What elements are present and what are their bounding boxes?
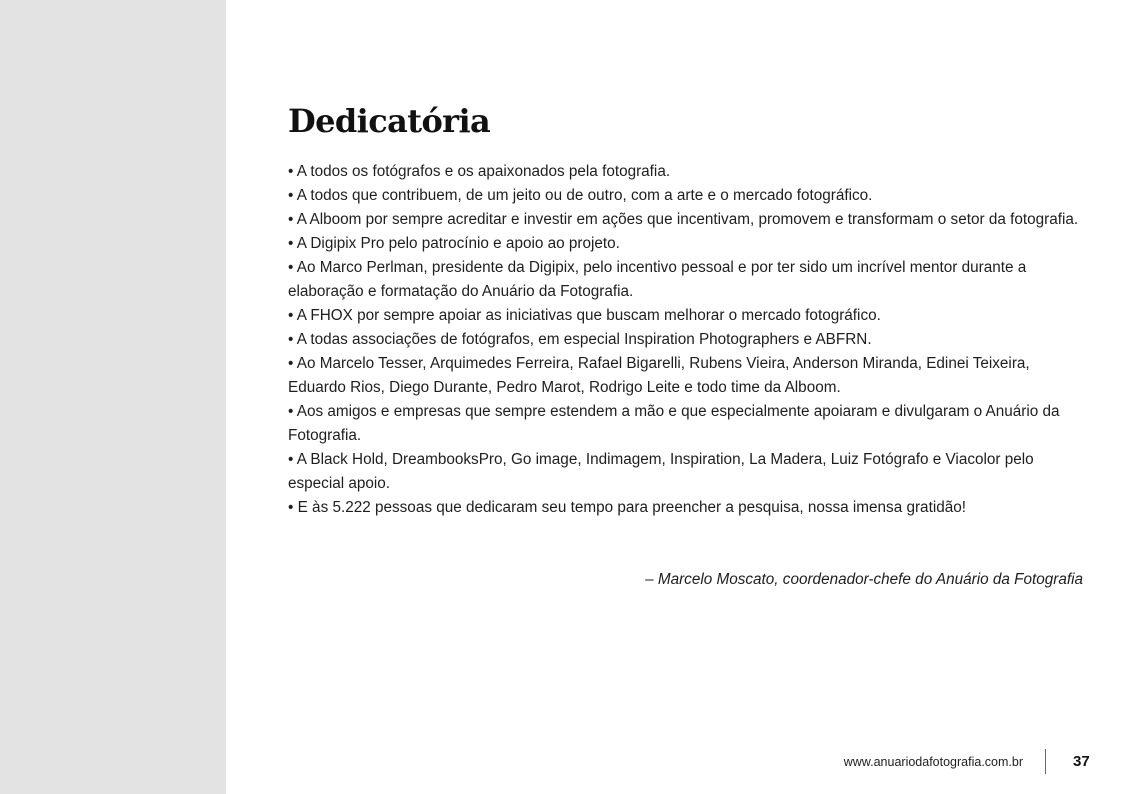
dedication-item: • A Digipix Pro pelo patrocínio e apoio ao projeto.: [288, 235, 620, 252]
dedication-item: • A FHOX por sempre apoiar as iniciativas que buscam melhorar o mercado fotográfico.: [288, 307, 881, 324]
footer-url: www.anuariodafotografia.com.br: [843, 755, 1023, 769]
dedication-item: • Ao Marcelo Tesser, Arquimedes Ferreira, Rafael Bigarelli, Rubens Vieira, Anderson Miranda, Edinei Teixeira, Eduardo Rios, Diego Durante, Pedro Marot, Rodrigo Leite e todo time da Alboom.: [288, 355, 1030, 396]
page-title: Dedicatória: [288, 102, 491, 140]
dedication-item: • A Alboom por sempre acreditar e investir em ações que incentivam, promovem e transformam o setor da fotografia.: [288, 211, 1079, 228]
dedication-item: • A todos os fotógrafos e os apaixonados pela fotografia.: [288, 163, 671, 180]
signature: – Marcelo Moscato, coordenador-chefe do Anuário da Fotografia: [645, 571, 1083, 588]
dedication-item: • A todas associações de fotógrafos, em especial Inspiration Photographers e ABFRN.: [288, 331, 872, 348]
dedication-list: [288, 160, 1083, 520]
dedication-item: • Aos amigos e empresas que sempre estendem a mão e que especialmente apoiaram e divulgaram o Anuário da Fotografia.: [288, 403, 1060, 444]
dedication-item: • Ao Marco Perlman, presidente da Digipix, pelo incentivo pessoal e por ter sido um incrível mentor durante a elaboração e formatação do Anuário da Fotografia.: [288, 259, 1027, 300]
footer-divider: [1045, 749, 1046, 774]
dedication-item: • A todos que contribuem, de um jeito ou de outro, com a arte e o mercado fotográfico.: [288, 187, 873, 204]
side-band: [0, 0, 226, 794]
dedication-item: • E às 5.222 pessoas que dedicaram seu tempo para preencher a pesquisa, nossa imensa gratidão!: [288, 499, 966, 516]
dedication-item: • A Black Hold, DreambooksPro, Go image, Indimagem, Inspiration, La Madera, Luiz Fotógrafo e Viacolor pelo especial apoio.: [288, 451, 1034, 492]
dedication-content: [288, 100, 1083, 592]
page-number: 37: [1073, 753, 1090, 770]
